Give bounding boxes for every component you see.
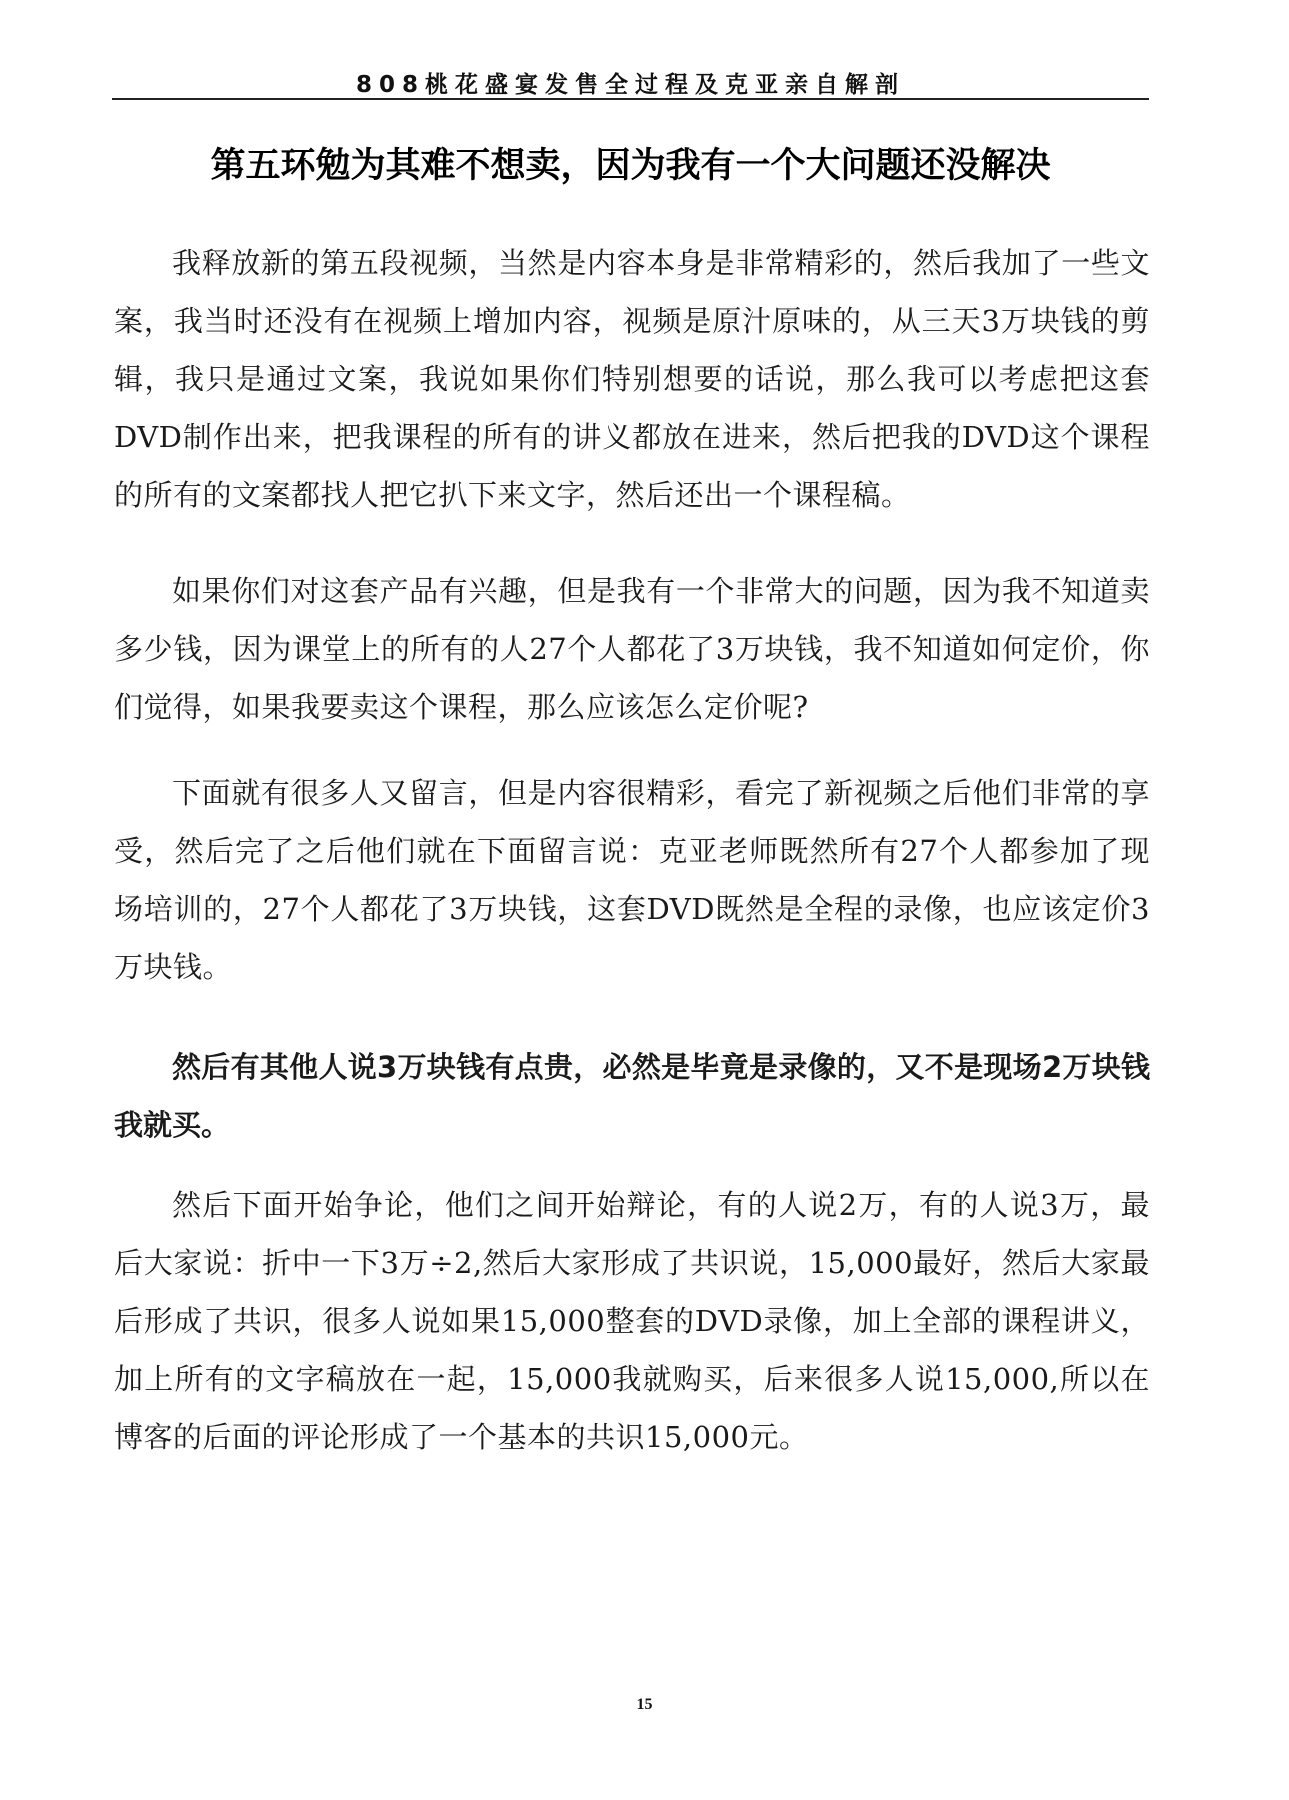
running-header-title: 808桃花盛宴发售全过程及克亚亲自解剖 bbox=[355, 72, 905, 98]
body-paragraph-1: 我释放新的第五段视频，当然是内容本身是非常精彩的，然后我加了一些文案，我当时还没有在视频上增加内容，视频是原汁原味的，从三天3万块钱的剪辑，我只是通过文案，我说如果你们特别想要的话说，那么我可以考虑把这套DVD制作出来，把我课程的所有的讲义都放在进来，然后把我的DVD这个课程的所有的文案都找人把它扒下来文字，然后还出一个课程稿。 bbox=[114, 246, 1150, 512]
page-number: 15 bbox=[636, 1696, 653, 1713]
chapter-title: 第五环勉为其难不想卖，因为我有一个大问题还没解决 bbox=[210, 146, 1051, 186]
body-paragraph-2: 如果你们对这套产品有兴趣，但是我有一个非常大的问题，因为我不知道卖多少钱，因为课堂上的所有的人27个人都花了3万块钱，我不知道如何定价，你们觉得，如果我要卖这个课程，那么应该怎么定价呢? bbox=[114, 574, 1150, 724]
body-paragraph-4-emphasis: 然后有其他人说3万块钱有点贵，必然是毕竟是录像的，又不是现场2万块钱我就买。 bbox=[114, 1050, 1150, 1142]
body-paragraph-3: 下面就有很多人又留言，但是内容很精彩，看完了新视频之后他们非常的享受，然后完了之后他们就在下面留言说：克亚老师既然所有27个人都参加了现场培训的，27个人都花了3万块钱，这套DVD既然是全程的录像，也应该定价3万块钱。 bbox=[114, 776, 1150, 984]
header-divider bbox=[112, 98, 1149, 100]
body-paragraph-5: 然后下面开始争论，他们之间开始辩论，有的人说2万，有的人说3万，最后大家说：折中一下3万÷2,然后大家形成了共识说，15,000最好，然后大家最后形成了共识，很多人说如果15,000整套的DVD录像，加上全部的课程讲义，加上所有的文字稿放在一起，15,000我就购买，后来很多人说15,000,所以在博客的后面的评论形成了一个基本的共识15,000元。 bbox=[114, 1188, 1150, 1454]
